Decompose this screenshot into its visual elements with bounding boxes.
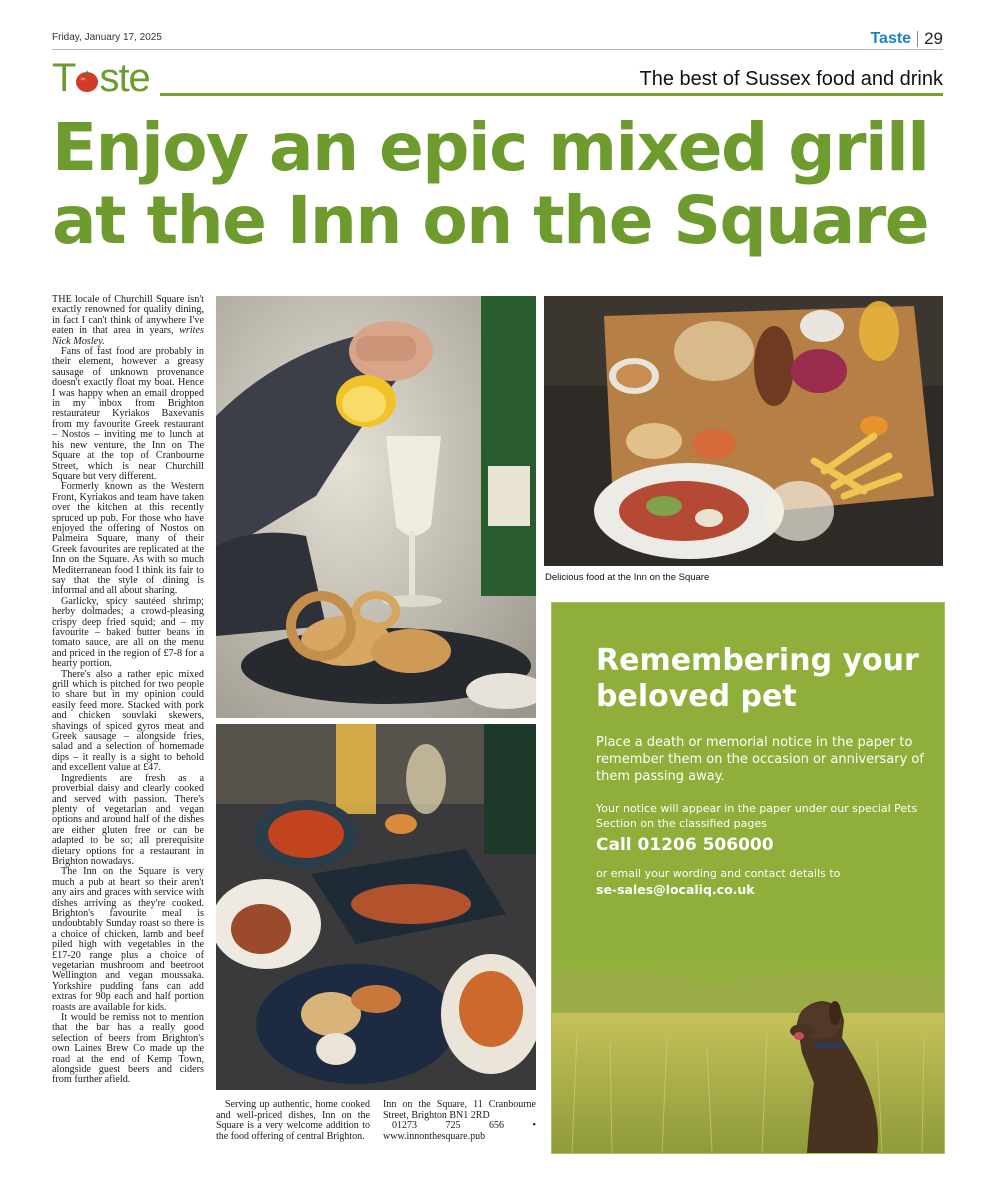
page-header (870, 29, 943, 49)
section-name: Taste (870, 30, 912, 47)
address-text: Inn on the Square, 11 Cranbourne Street, Brighton BN1 2RD (383, 1099, 536, 1121)
article-body (52, 295, 204, 1086)
top-rule (52, 49, 943, 50)
caption-serving-text: Serving up authentic, home cooked and well-priced dishes, Inn on the Square is a very welcome addition to the food offering of central Brighton. (216, 1099, 370, 1142)
paragraph-1-text: THE locale of Churchill Square isn't exactly renowned for quality dining, in fact I can't think of anywhere I've eaten in that area in years, (52, 294, 204, 337)
caption-top-right: Delicious food at the Inn on the Square (545, 572, 710, 583)
paragraph-5: There's also a rather epic mixed grill which is pitched for two people to share but in my opinion could easily feed more. Stacked with pork and chicken souvlaki skewers, shavings of spiced gyros meat and Greek sausage – alongside fries, salad and a selection of homemade dips – it really is a sight to behold and excellent value at £47. (52, 668, 204, 774)
advert-notice: Your notice will appear in the paper under our special Pets Section on the classified pages (596, 801, 918, 830)
green-rule (160, 93, 943, 96)
paragraph-2: Fans of fast food are probably in their element, however a greasy sausage of unknown provenance doesn't exactly float my boat. Hence I was happy when an email dropped in my inbox from Brighton restaurateur Kyriakos Baxevanis from my favourite Greek restaurant – Nostos – inviting me to lunch at his new venture, the Inn on The Square at the top of Cranbourne Street, which is near Churchill Square but very different. (52, 346, 204, 482)
paragraph-3: Formerly known as the Western Front, Kyriakos and team have taken over the kitchen at this recently spruced up pub. For those who have enjoyed the offering of Nostos on Palmeira Square, many of their Greek favourites are replicated at the Inn on the Square. As with so much Mediterranean food I think its fair to say that the style of dining is informal and all about sharing. (52, 481, 204, 597)
dog-in-grass-image (552, 943, 944, 1153)
paragraph-4: Garlicky, spicy sautéed shrimp; herby dolmades; a crowd-pleasing crispy deep fried squid; and – my favourite – baked butter beans in tomato sauce, are all on the menu and priced in the region of £7-8 for a hearty portion. (52, 595, 204, 670)
headline: Enjoy an epic mixed grill at the Inn on the Square (52, 109, 929, 259)
section-tagline: The best of Sussex food and drink (639, 68, 943, 90)
contact-text: 01273 725 656 • www.innonthesquare.pub (383, 1120, 536, 1142)
caption-serving (216, 1100, 370, 1142)
photo-table-spread (216, 724, 536, 1090)
taste-logo (52, 58, 150, 98)
header-divider (917, 31, 918, 47)
byline: writes Nick Mosley. (52, 325, 204, 347)
page-number: 29 (924, 29, 943, 48)
advert-text (596, 643, 926, 897)
paragraph-6: Ingredients are fresh as a proverbial daisy and clearly cooked and served with passion. There's plenty of vegetarian and vegan options and around half of the dishes are either gluten free or can be adapted to be so; all prerequisite dietary options for a restaurant in Brighton nowadays. (52, 772, 204, 867)
advert-phone: Call 01206 506000 (596, 835, 774, 856)
paragraph-8: It would be remiss not to mention that the bar has a really good selection of beers from Brighton's own Laines Brew Co made up the road at the end of Kemp Town, alongside guest beers and ciders from further afield. (52, 1012, 204, 1086)
issue-date: Friday, January 17, 2025 (52, 32, 162, 43)
caption-address (383, 1100, 536, 1142)
logo-letter-t: T (52, 56, 76, 100)
advert-title: Remembering your beloved pet (596, 643, 919, 714)
advert-intro: Place a death or memorial notice in the paper to remember them on the occasion or anniversary of them passing away. (596, 735, 924, 784)
photo-lemon-squid (216, 296, 536, 718)
tomato-icon (75, 58, 99, 98)
paragraph-1 (52, 295, 204, 347)
pet-memorial-advert (551, 602, 945, 1154)
logo-letters-ste: ste (99, 56, 150, 100)
advert-email-intro: or email your wording and contact details to (596, 867, 841, 881)
paragraph-7: The Inn on the Square is very much a pub at heart so their aren't any airs and graces with service with dishes arriving as they're cooked. Brighton's favourite meal is undoubtably Sunday roast so there is a choice of chicken, lamb and beef piled high with vegetables in the £17-20 range plus a choice of vegetarian mushroom and beetroot Wellington and vegan moussaka. Yorkshire pudding fans can add extras for 90p each and half portion roasts are available for kids. (52, 866, 204, 1013)
advert-email: se-sales@localiq.co.uk (596, 881, 755, 897)
photo-mixed-grill (544, 296, 943, 566)
